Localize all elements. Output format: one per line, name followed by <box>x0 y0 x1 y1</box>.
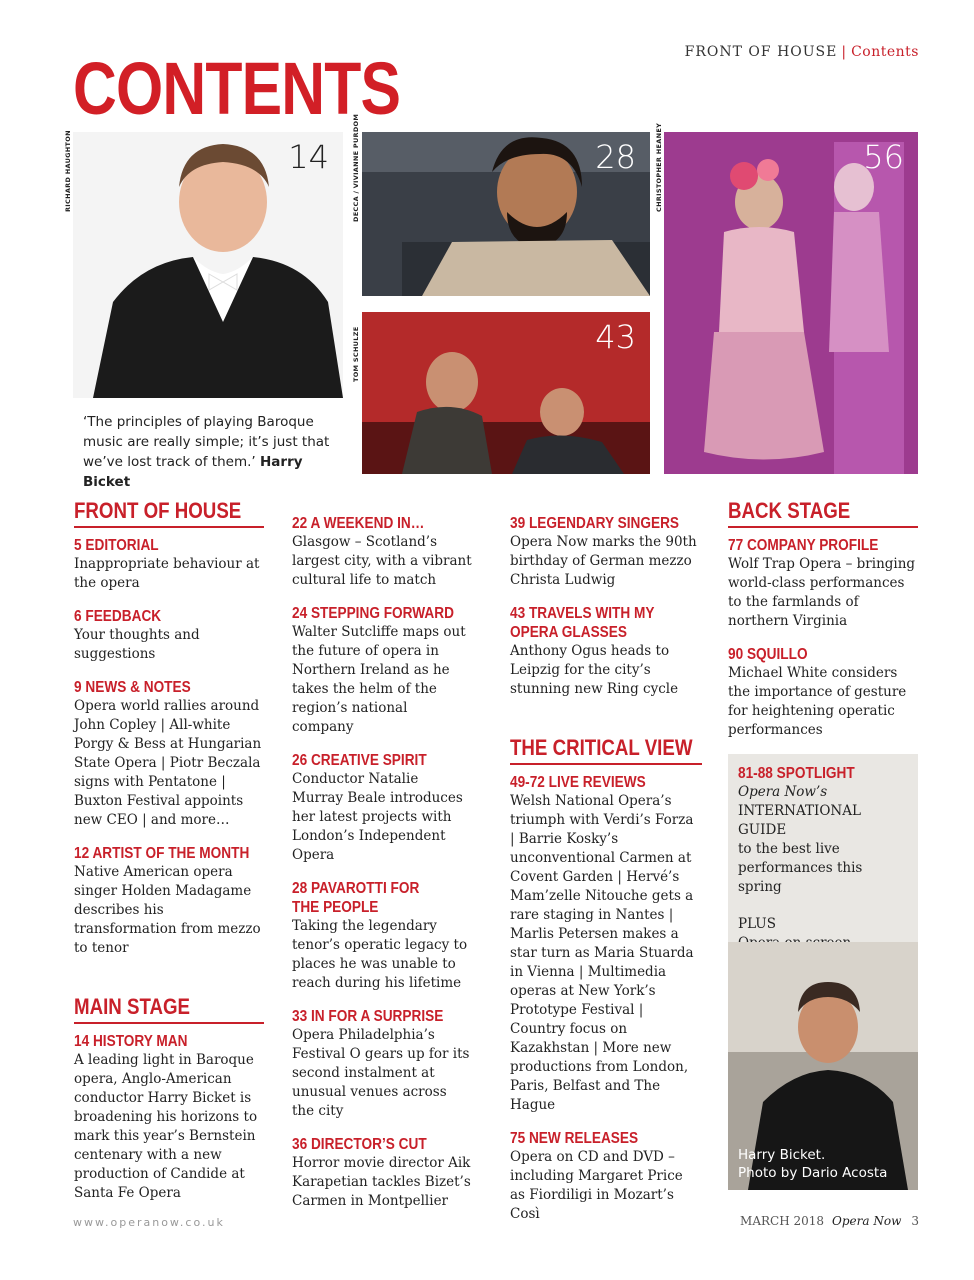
toc-item-desc: Conductor Natalie Murray Beale introduces her latest projects with London’s Independent Opera <box>292 771 463 863</box>
toc-item-title: 6 FEEDBACK <box>74 608 162 625</box>
quote-text: ‘The principles of playing Baroque music are really simple; it’s just that we’ve lost track of them.’ <box>83 414 330 470</box>
toc-item-title: 24 STEPPING FORWARD <box>292 605 454 622</box>
caption-line2: Photo by Dario Acosta <box>738 1165 888 1181</box>
toc-item-title: 77 COMPANY PROFILE <box>728 537 879 554</box>
toc-item[interactable] <box>74 678 264 830</box>
running-head <box>685 44 919 60</box>
page-number-43: 43 <box>595 318 636 356</box>
footer-page-number: 3 <box>911 1214 919 1228</box>
spotlight-title: 81-88 SPOTLIGHT <box>738 765 855 782</box>
toc-item[interactable] <box>74 1032 264 1203</box>
spotlight-line2: INTERNATIONAL GUIDE <box>738 803 861 838</box>
dancer-illustration <box>664 132 918 474</box>
running-head-separator: | <box>841 44 848 60</box>
spotlight-plus: PLUS <box>738 916 776 932</box>
toc-item-title: 22 A WEEKEND IN… <box>292 515 425 532</box>
page-title: CONTENTS <box>73 47 401 130</box>
section-back-stage: BACK STAGE <box>728 498 918 528</box>
page-number-14: 14 <box>288 138 329 176</box>
section-front-of-house: FRONT OF HOUSE <box>74 498 264 528</box>
running-head-page: Contents <box>851 44 919 60</box>
toc-item-desc: Inappropriate behaviour at the opera <box>74 556 260 591</box>
toc-item-desc: Wolf Trap Opera – bringing world-class performances to the farmlands of northern Virginia <box>728 556 916 629</box>
toc-item-desc: Welsh National Opera’s triumph with Verdi’s Forza | Barrie Kosky’s unconventional Carmen at Covent Garden | Hervé’s Mam’zelle Nitouche gets a rare staging in Nantes | Marlis Petersen makes a star turn as Maria Stuarda in Vienna | Multimedia operas at New York’s Prototype Festival | Country focus on Kazakhstan | More new productions from London, Paris, Belfast and The Hague <box>510 793 694 1113</box>
toc-item[interactable] <box>74 844 264 958</box>
toc-item[interactable] <box>74 607 264 664</box>
toc-item[interactable] <box>292 1135 472 1211</box>
toc-item-title: 90 SQUILLO <box>728 646 808 663</box>
toc-item-desc: Native American opera singer Holden Madagame describes his transformation from mezzo to tenor <box>74 864 261 956</box>
toc-item[interactable] <box>292 604 472 737</box>
toc-item[interactable] <box>74 536 264 593</box>
toc-item-title: 9 NEWS & NOTES <box>74 679 191 696</box>
toc-item-title: 33 IN FOR A SURPRISE <box>292 1008 444 1025</box>
toc-item-title: 14 HISTORY MAN <box>74 1033 188 1050</box>
toc-item-desc: Michael White considers the importance of gesture for heightening operatic performances <box>728 665 907 738</box>
toc-item[interactable] <box>292 751 472 865</box>
toc-item[interactable] <box>510 773 702 1115</box>
toc-item-desc: Walter Sutcliffe maps out the future of opera in Northern Ireland as he takes the helm of the region’s national company <box>292 624 466 735</box>
column-features <box>292 514 472 1225</box>
photo-credit-43: TOM SCHULZE <box>352 326 360 382</box>
toc-item-desc: Opera world rallies around John Copley | All-white Porgy & Bess at Hungarian State Opera | Piotr Beczala signs with Pentatone | Buxton Festival appoints new CEO | and more… <box>74 698 262 828</box>
pull-quote <box>83 412 343 492</box>
footer-folio <box>740 1214 919 1228</box>
spotlight-box[interactable] <box>728 754 918 959</box>
footer-url[interactable]: www.operanow.co.uk <box>73 1216 225 1229</box>
toc-item-title: 49-72 LIVE REVIEWS <box>510 774 646 791</box>
photo-caption <box>738 1146 887 1182</box>
toc-item-title-line2: THE PEOPLE <box>292 899 379 916</box>
toc-item-title: 43 TRAVELS WITH MY <box>510 605 655 622</box>
toc-item-desc: Taking the legendary tenor’s operatic legacy to places he was unable to reach during his lifetime <box>292 918 468 991</box>
toc-item-title: 36 DIRECTOR’S CUT <box>292 1136 427 1153</box>
toc-item-desc: Horror movie director Aik Karapetian tackles Bizet’s Carmen in Montpellier <box>292 1155 471 1209</box>
toc-item-title: 26 CREATIVE SPIRIT <box>292 752 427 769</box>
column-back-stage <box>728 498 918 959</box>
quote-author: Harry Bicket <box>83 454 303 490</box>
toc-item-desc: Opera Philadelphia’s Festival O gears up for its second instalment at unusual venues across the city <box>292 1027 470 1119</box>
photo-credit-28: DECCA / VIVIANNE PURDOM <box>352 113 360 222</box>
photo-ring-cycle-stage <box>362 312 650 474</box>
photo-mamzelle-nitouche <box>664 132 918 474</box>
toc-item-desc: Opera Now marks the 90th birthday of German mezzo Christa Ludwig <box>510 534 697 588</box>
toc-item-title: 5 EDITORIAL <box>74 537 159 554</box>
toc-item[interactable] <box>292 879 472 993</box>
toc-item-title-line2: OPERA GLASSES <box>510 624 627 641</box>
toc-item[interactable] <box>510 604 702 699</box>
spotlight-line3: to the best live performances this spring <box>738 841 863 895</box>
toc-item-title: 39 LEGENDARY SINGERS <box>510 515 680 532</box>
footer-magazine: Opera Now <box>832 1214 902 1228</box>
toc-item[interactable] <box>728 645 918 740</box>
toc-item-title: 12 ARTIST OF THE MONTH <box>74 845 250 862</box>
photo-credit-56: CHRISTOPHER HEANEY <box>655 122 663 212</box>
page-number-28: 28 <box>595 138 636 176</box>
photo-credit-14: RICHARD HAUGHTON <box>64 130 72 212</box>
toc-item-desc: Your thoughts and suggestions <box>74 627 200 662</box>
toc-item-desc: Opera on CD and DVD – including Margaret Price as Fiordiligi in Mozart’s Così <box>510 1149 683 1222</box>
toc-item[interactable] <box>292 514 472 590</box>
section-main-stage: MAIN STAGE <box>74 994 264 1024</box>
toc-item-desc: A leading light in Baroque opera, Anglo-American conductor Harry Bicket is broadening his horizons to mark this year’s Bernstein centenary with a new production of Candide at Santa Fe Opera <box>74 1052 258 1201</box>
column-front-of-house <box>74 498 264 1217</box>
toc-item-title: 28 PAVAROTTI FOR <box>292 880 420 897</box>
photo-harry-bicket-portrait <box>73 132 343 398</box>
running-head-section: FRONT OF HOUSE <box>684 44 838 60</box>
section-critical-view: THE CRITICAL VIEW <box>510 735 702 765</box>
toc-item-desc: Anthony Ogus heads to Leipzig for the city’s stunning new Ring cycle <box>510 643 679 697</box>
column-critical-view <box>510 514 702 1238</box>
footer-date: MARCH 2018 <box>740 1214 825 1228</box>
photo-pavarotti <box>362 132 650 296</box>
toc-item[interactable] <box>510 514 702 590</box>
toc-item[interactable] <box>728 536 918 631</box>
toc-item-desc: Glasgow – Scotland’s largest city, with a vibrant cultural life to match <box>292 534 472 588</box>
page-number-56: 56 <box>863 138 904 176</box>
toc-item[interactable] <box>292 1007 472 1121</box>
caption-line1: Harry Bicket. <box>738 1147 826 1163</box>
spotlight-line1: Opera Now’s <box>738 784 828 800</box>
photo-harry-bicket-smiling <box>728 942 918 1190</box>
toc-item-title: 75 NEW RELEASES <box>510 1130 639 1147</box>
toc-item[interactable] <box>510 1129 702 1224</box>
